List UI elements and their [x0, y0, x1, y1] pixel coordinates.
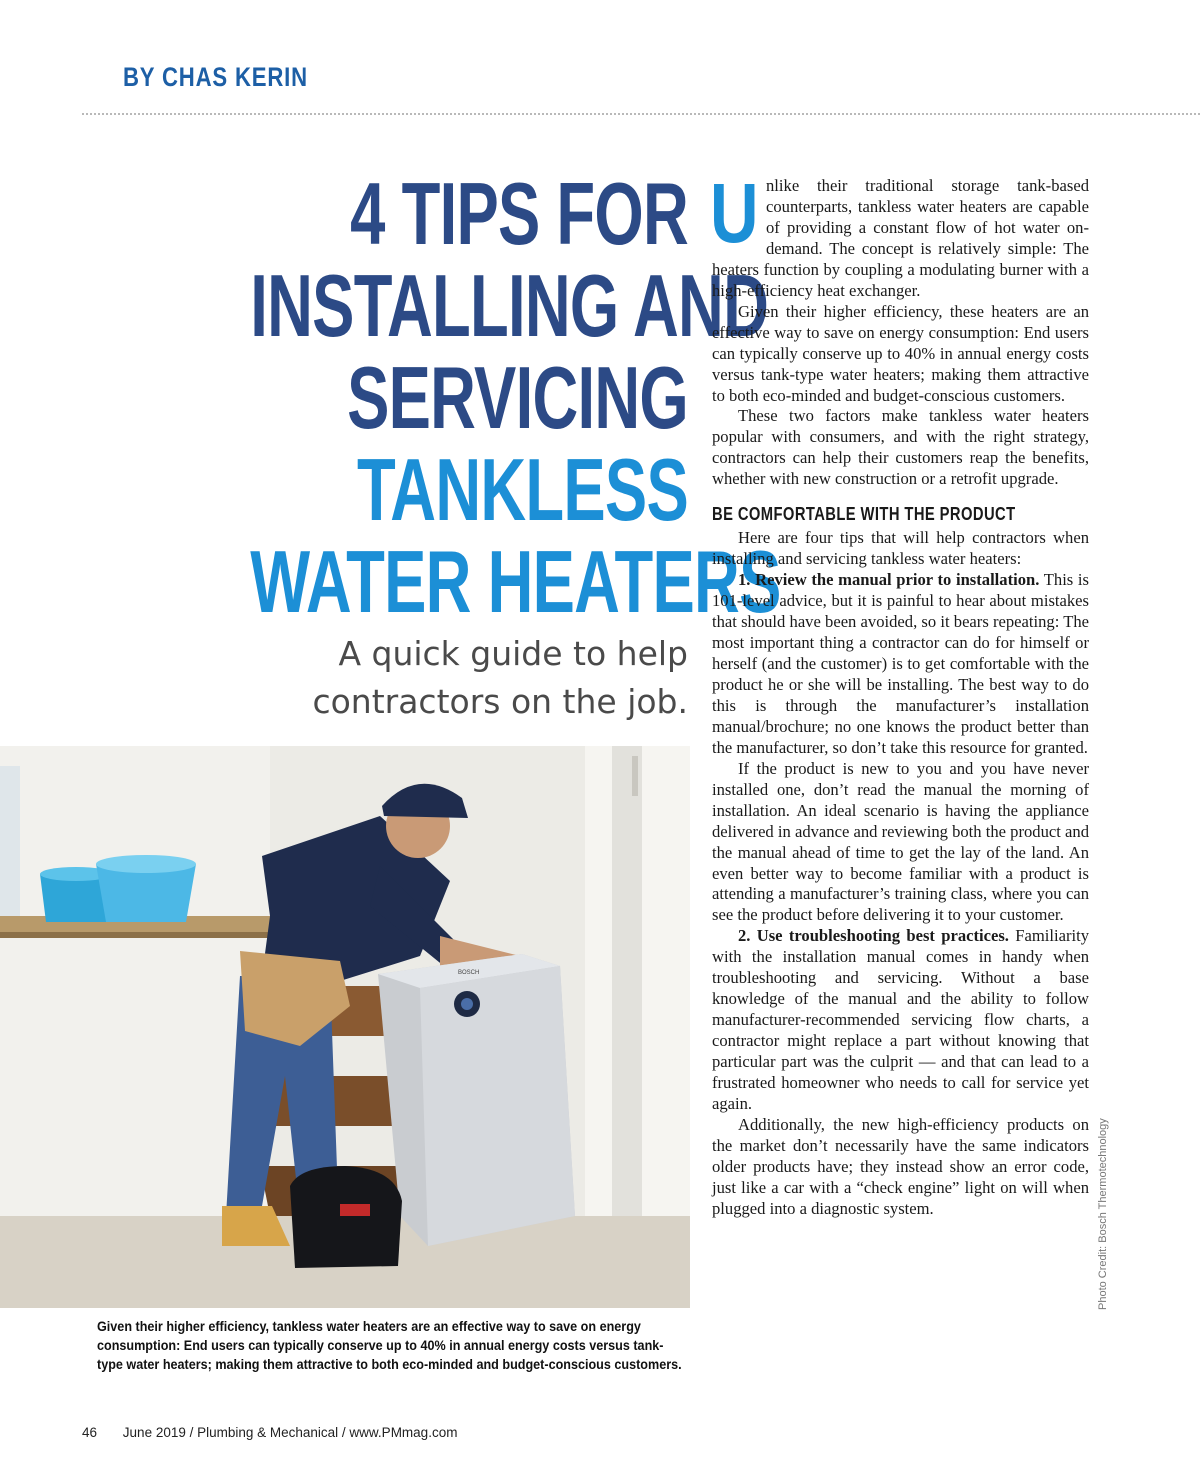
paragraph-new-product: If the product is new to you and you have never installed one, don’t read the manual the morning of installation. An ideal scenario is having the appliance delivered in advance and reviewing both the product and the manual ahead of time to get the lay of the land. An even better way to become familiar with a product is attending a manufacturer’s training class, where you can see the product before delivering it to your customer.: [712, 758, 1089, 925]
footer-publication: June 2019 / Plumbing & Mechanical / www.PMmag.com: [122, 1425, 458, 1440]
headline: [80, 164, 781, 631]
headline-line-1: 4 TIPS FOR: [350, 164, 688, 263]
tip-2-text: Familiarity with the installation manual comes in handy when troubleshooting and servicing. Without a base knowledge of the manual and the ability to follow manufacturer-recommended servicing flow charts, a contractor might replace a part without knowing that particular part was the culprit — and that can lead to a frustrated homeowner who needs to call for service yet again.: [712, 926, 1089, 1113]
page-footer: [82, 1425, 457, 1440]
paragraph-tip-1: [712, 570, 1089, 759]
byline: BY CHAS KERIN: [123, 62, 308, 92]
paragraph-intro: [710, 166, 1089, 302]
headline-line-2: INSTALLING AND: [250, 256, 769, 355]
tip-2-title: 2. Use troubleshooting best practices.: [738, 926, 1009, 946]
subheadline: [200, 630, 688, 726]
paragraph-error-codes: Additionally, the new high-efficiency products on the market don’t necessarily have the same indicators older products have; they instead show an error code, just like a car with a “check engine” light on will when plugged into a diagnostic system.: [712, 1114, 1089, 1218]
paragraph-efficiency: Given their higher efficiency, these heaters are an effective way to save on energy consumption: End users can typically conserve up to 40% in annual energy costs versus tank-type water heaters; making them attractive to both eco-minded and budget-conscious customers.: [712, 301, 1089, 405]
subheadline-line-1: A quick guide to help: [338, 634, 688, 673]
article-photo: [0, 746, 690, 1308]
drop-cap: U: [710, 166, 759, 260]
tip-1-text: This is 101-level advice, but it is painful to hear about mistakes that should have been avoided, so it bears repeating: The most important thing a contractor can do for himself or herself (and the customer) is to get comfortable with the product he or she will be installing. The best way to do this is through the manufacturer’s installation manual/brochure; no one knows the product better than the manufacturer, so don’t take this resource for granted.: [712, 570, 1089, 757]
paragraph-tip-2: [712, 926, 1089, 1115]
section-heading: BE COMFORTABLE WITH THE PRODUCT: [712, 504, 1016, 525]
article-body: [710, 166, 1089, 1220]
heater-brand-label: BOSCH: [458, 970, 480, 976]
headline-line-3: SERVICING: [347, 348, 688, 447]
page-number: 46: [82, 1425, 98, 1440]
paragraph-popularity: These two factors make tankless water heaters popular with consumers, and with the right strategy, contractors can help their customers reap the benefits, whether with new construction or a retrofit upgrade.: [712, 406, 1089, 489]
photo-caption: Given their higher efficiency, tankless water heaters are an effective way to save on energy consumption: End users can typically conserve up to 40% in annual energy costs versus tank-type water heaters; making them attractive to both eco-minded and budget-conscious customers.: [97, 1318, 682, 1372]
paragraph-tips-intro: Here are four tips that will help contractors when installing and servicing tankless water heaters:: [712, 528, 1089, 569]
headline-line-4: TANKLESS: [357, 440, 688, 539]
photo-credit: Photo Credit: Bosch Thermotechnology: [1097, 1118, 1109, 1310]
paragraph-intro-text: nlike their traditional storage tank-based counterparts, tankless water heaters are capable of providing a constant flow of hot water on-demand. The concept is relatively simple: The heaters function by coupling a modulating burner with a high-efficiency heat exchanger.: [712, 176, 1089, 300]
tip-1-title: 1. Review the manual prior to installation.: [738, 570, 1040, 590]
headline-line-5: WATER HEATERS: [250, 532, 781, 631]
dotted-divider: [82, 113, 1200, 115]
subheadline-line-2: contractors on the job.: [312, 682, 688, 721]
